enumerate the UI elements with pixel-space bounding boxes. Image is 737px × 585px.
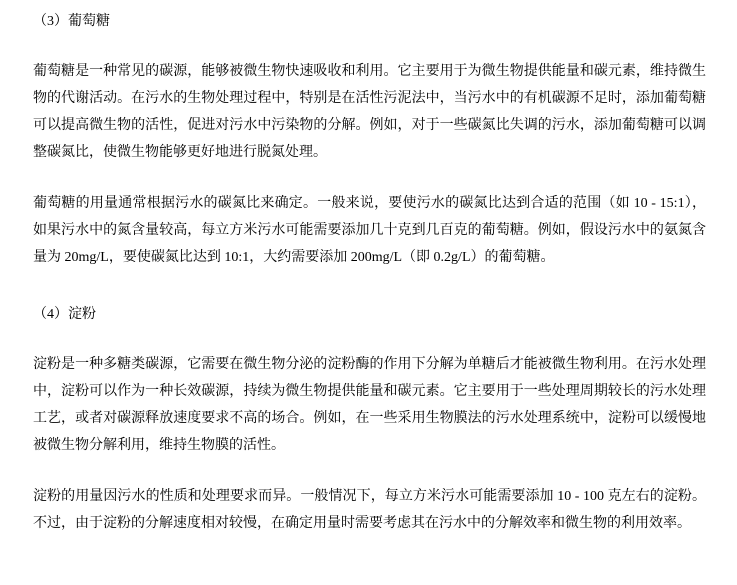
section-heading-starch: （4）淀粉	[33, 307, 96, 322]
paragraph-starch-dosage: 淀粉的用量因污水的性质和处理要求而异。一般情况下，每立方米污水可能需要添加 10 - 100 克左右的淀粉。不过，由于淀粉的分解速度相对较慢，在确定用量时需要考虑其在污水中的分解效率和微生物的利用效率。	[33, 489, 706, 531]
paragraph-glucose-intro: 葡萄糖是一种常见的碳源，能够被微生物快速吸收和利用。它主要用于为微生物提供能量和碳元素，维持微生物的代谢活动。在污水的生物处理过程中，特别是在活性污泥法中，当污水中的有机碳源不足时，添加葡萄糖可以提高微生物的活性，促进对污水中污染物的分解。例如，对于一些碳氮比失调的污水，添加葡萄糖可以调整碳氮比，使微生物能够更好地进行脱氮处理。	[33, 64, 706, 160]
section-heading-glucose: （3）葡萄糖	[33, 14, 110, 29]
paragraph-glucose-dosage: 葡萄糖的用量通常根据污水的碳氮比来确定。一般来说，要使污水的碳氮比达到合适的范围（如 10 - 15:1），如果污水中的氮含量较高，每立方米污水可能需要添加几十克到几百克的葡萄糖。例如，假设污水中的氨氮含量为 20mg/L，要使碳氮比达到 10:1，大约需要添加 200mg/L（即 0.2g/L）的葡萄糖。	[33, 196, 706, 265]
paragraph-starch-intro: 淀粉是一种多糖类碳源，它需要在微生物分泌的淀粉酶的作用下分解为单糖后才能被微生物利用。在污水处理中，淀粉可以作为一种长效碳源，持续为微生物提供能量和碳元素。它主要用于一些处理周期较长的污水处理工艺，或者对碳源释放速度要求不高的场合。例如，在一些采用生物膜法的污水处理系统中，淀粉可以缓慢地被微生物分解利用，维持生物膜的活性。	[33, 357, 706, 453]
